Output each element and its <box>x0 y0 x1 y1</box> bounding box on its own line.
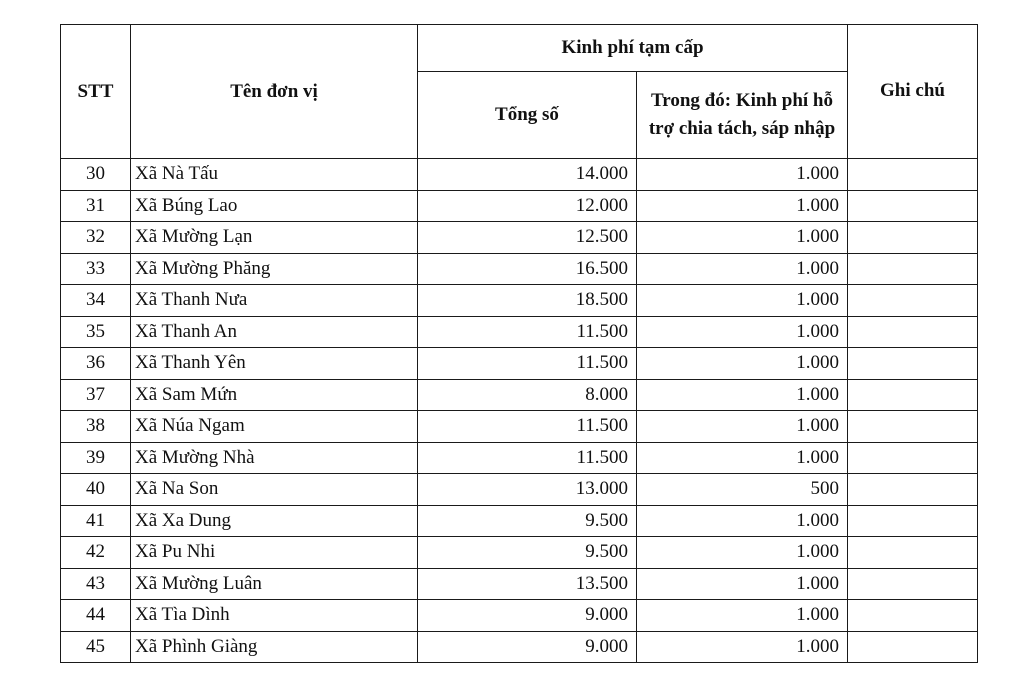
cell-stt: 43 <box>61 568 131 600</box>
cell-support: 500 <box>637 474 848 506</box>
cell-support: 1.000 <box>637 222 848 254</box>
cell-total: 11.500 <box>418 442 637 474</box>
cell-total: 11.500 <box>418 348 637 380</box>
cell-stt: 38 <box>61 411 131 443</box>
cell-total: 12.000 <box>418 190 637 222</box>
cell-unit-name: Xã Tìa Dình <box>131 600 418 632</box>
cell-total: 11.500 <box>418 411 637 443</box>
table-row <box>61 379 978 411</box>
cell-total: 9.000 <box>418 631 637 663</box>
cell-note <box>848 537 978 569</box>
cell-total: 18.500 <box>418 285 637 317</box>
cell-stt: 34 <box>61 285 131 317</box>
cell-note <box>848 600 978 632</box>
cell-unit-name: Xã Mường Lạn <box>131 222 418 254</box>
cell-note <box>848 159 978 191</box>
cell-unit-name: Xã Na Son <box>131 474 418 506</box>
table-row <box>61 568 978 600</box>
cell-stt: 40 <box>61 474 131 506</box>
cell-support: 1.000 <box>637 159 848 191</box>
cell-total: 16.500 <box>418 253 637 285</box>
cell-total: 9.500 <box>418 537 637 569</box>
cell-support: 1.000 <box>637 253 848 285</box>
cell-note <box>848 285 978 317</box>
cell-support: 1.000 <box>637 568 848 600</box>
cell-stt: 37 <box>61 379 131 411</box>
funding-table <box>60 24 978 663</box>
cell-note <box>848 442 978 474</box>
header-stt: STT <box>61 25 131 159</box>
cell-note <box>848 348 978 380</box>
cell-unit-name: Xã Thanh An <box>131 316 418 348</box>
table-row <box>61 505 978 537</box>
cell-note <box>848 474 978 506</box>
cell-unit-name: Xã Pu Nhi <box>131 537 418 569</box>
cell-total: 11.500 <box>418 316 637 348</box>
cell-stt: 45 <box>61 631 131 663</box>
cell-total: 9.500 <box>418 505 637 537</box>
header-unit-name: Tên đơn vị <box>131 25 418 159</box>
cell-stt: 36 <box>61 348 131 380</box>
cell-note <box>848 316 978 348</box>
cell-total: 13.500 <box>418 568 637 600</box>
cell-note <box>848 631 978 663</box>
cell-note <box>848 379 978 411</box>
table-row <box>61 222 978 254</box>
cell-note <box>848 411 978 443</box>
header-funding-group: Kinh phí tạm cấp <box>418 25 848 72</box>
cell-stt: 44 <box>61 600 131 632</box>
cell-unit-name: Xã Nà Tấu <box>131 159 418 191</box>
cell-support: 1.000 <box>637 348 848 380</box>
cell-note <box>848 505 978 537</box>
cell-support: 1.000 <box>637 285 848 317</box>
cell-total: 13.000 <box>418 474 637 506</box>
cell-unit-name: Xã Sam Mứn <box>131 379 418 411</box>
table-row <box>61 253 978 285</box>
cell-stt: 32 <box>61 222 131 254</box>
cell-support: 1.000 <box>637 505 848 537</box>
cell-stt: 33 <box>61 253 131 285</box>
header-row-1 <box>61 25 978 72</box>
cell-total: 9.000 <box>418 600 637 632</box>
header-note: Ghi chú <box>848 25 978 159</box>
table-row <box>61 316 978 348</box>
cell-unit-name: Xã Xa Dung <box>131 505 418 537</box>
table-row <box>61 537 978 569</box>
cell-note <box>848 222 978 254</box>
table-row <box>61 159 978 191</box>
table-row <box>61 442 978 474</box>
cell-unit-name: Xã Búng Lao <box>131 190 418 222</box>
cell-support: 1.000 <box>637 379 848 411</box>
cell-unit-name: Xã Mường Nhà <box>131 442 418 474</box>
cell-unit-name: Xã Núa Ngam <box>131 411 418 443</box>
cell-support: 1.000 <box>637 537 848 569</box>
cell-total: 14.000 <box>418 159 637 191</box>
table-row <box>61 411 978 443</box>
table-row <box>61 600 978 632</box>
cell-support: 1.000 <box>637 411 848 443</box>
cell-unit-name: Xã Mường Luân <box>131 568 418 600</box>
cell-unit-name: Xã Phình Giàng <box>131 631 418 663</box>
cell-stt: 39 <box>61 442 131 474</box>
table-row <box>61 285 978 317</box>
cell-unit-name: Xã Mường Phăng <box>131 253 418 285</box>
cell-total: 12.500 <box>418 222 637 254</box>
cell-stt: 41 <box>61 505 131 537</box>
table-body <box>61 159 978 663</box>
cell-support: 1.000 <box>637 190 848 222</box>
cell-note <box>848 568 978 600</box>
cell-support: 1.000 <box>637 442 848 474</box>
cell-support: 1.000 <box>637 316 848 348</box>
cell-unit-name: Xã Thanh Yên <box>131 348 418 380</box>
cell-total: 8.000 <box>418 379 637 411</box>
table-row <box>61 348 978 380</box>
cell-stt: 30 <box>61 159 131 191</box>
cell-note <box>848 253 978 285</box>
cell-stt: 42 <box>61 537 131 569</box>
table-row <box>61 190 978 222</box>
cell-support: 1.000 <box>637 631 848 663</box>
header-total: Tổng số <box>418 72 637 159</box>
cell-support: 1.000 <box>637 600 848 632</box>
table-header <box>61 25 978 159</box>
cell-stt: 31 <box>61 190 131 222</box>
cell-unit-name: Xã Thanh Nưa <box>131 285 418 317</box>
cell-note <box>848 190 978 222</box>
table-row <box>61 474 978 506</box>
table-row <box>61 631 978 663</box>
header-support: Trong đó: Kinh phí hỗ trợ chia tách, sáp nhập <box>637 72 848 159</box>
cell-stt: 35 <box>61 316 131 348</box>
